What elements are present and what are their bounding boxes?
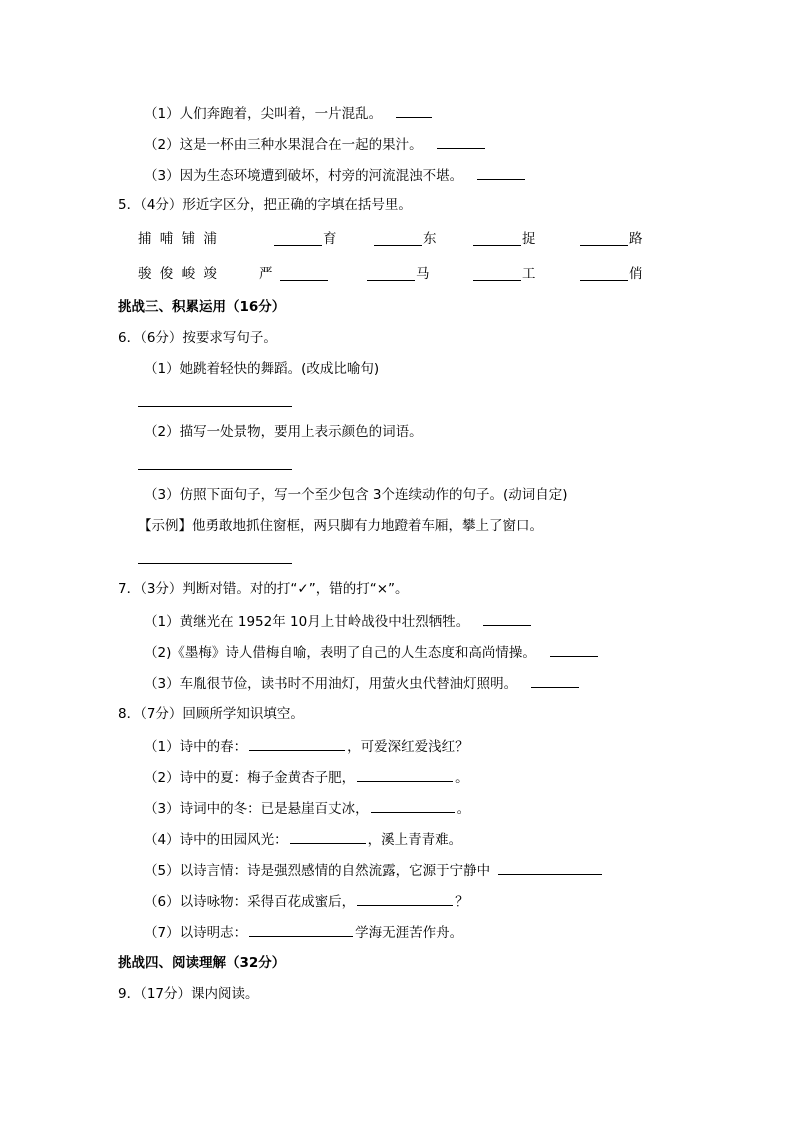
answer-blank[interactable] — [531, 673, 579, 688]
q8-item-6: （6）以诗咏物：采得百花成蜜后， ？ — [144, 891, 469, 911]
answer-blank[interactable] — [280, 280, 328, 281]
q9-title: 9．（17分）课内阅读。 — [118, 986, 259, 1002]
answer-blank[interactable] — [473, 245, 521, 246]
answer-blank[interactable] — [357, 891, 453, 906]
q6-item-3: （3）仿照下面句子，写一个至少包含 3个连续动作的句子。(动词自定) — [144, 487, 568, 503]
q6-title: 6．（6分）按要求写句子。 — [118, 330, 277, 346]
answer-blank[interactable] — [580, 280, 628, 281]
answer-blank[interactable] — [483, 611, 531, 626]
q7-item-1: （1）黄继光在 1952年 10月上甘岭战役中壮烈牺牲。 — [144, 611, 531, 631]
answer-blank[interactable] — [580, 245, 628, 246]
q6-example: 【示例】他勇敢地抓住窗框，两只脚有力地蹬着车厢，攀上了窗口。 — [138, 518, 543, 534]
q6-item-2: （2）描写一处景物，要用上表示颜色的词语。 — [144, 424, 423, 440]
q4-item-2: （2）这是一杯由三种水果混合在一起的果汁。 — [144, 134, 485, 154]
q5-row1-chars: 捕 哺 铺 浦 — [138, 231, 219, 247]
q6-item-1: （1）她跳着轻快的舞蹈。(改成比喻句) — [144, 361, 380, 377]
answer-blank[interactable] — [477, 165, 525, 180]
section-heading-4: 挑战四、阅读理解（32分） — [118, 955, 286, 971]
answer-blank[interactable] — [498, 860, 602, 875]
q7-title: 7．（3分）判断对错。对的打“✓”，错的打“×”。 — [118, 581, 409, 597]
q8-item-2: （2）诗中的夏：梅子金黄杏子肥， 。 — [144, 767, 469, 787]
q4-item-3: （3）因为生态环境遭到破坏，村旁的河流混浊不堪。 — [144, 165, 525, 185]
answer-blank[interactable] — [274, 245, 322, 246]
q5-row1-word-3: 捉 — [522, 231, 536, 247]
q5-row1-word-2: 东 — [423, 231, 437, 247]
q5-row2-word-3: 工 — [522, 266, 536, 282]
q5-row1-word-4: 路 — [629, 231, 643, 247]
q4-item-1: （1）人们奔跑着，尖叫着，一片混乱。 — [144, 103, 432, 123]
answer-blank[interactable] — [371, 798, 455, 813]
answer-blank[interactable] — [249, 922, 353, 937]
answer-blank[interactable] — [437, 134, 485, 149]
answer-line[interactable] — [138, 469, 292, 470]
answer-blank[interactable] — [550, 642, 598, 657]
q8-item-5: （5）以诗言情：诗是强烈感情的自然流露，它源于宁静中 — [144, 860, 602, 880]
q8-item-4: （4）诗中的田园风光： ，溪上青青难。 — [144, 829, 462, 849]
q5-row2-word-1: 严 — [259, 266, 273, 282]
q5-row2-word-4: 俏 — [629, 266, 643, 282]
answer-blank[interactable] — [374, 245, 422, 246]
answer-blank[interactable] — [290, 829, 366, 844]
q7-item-2: （2)《墨梅》诗人借梅自喻，表明了自己的人生态度和高尚情操。 — [144, 642, 598, 662]
q7-item-3: （3）车胤很节俭，读书时不用油灯，用萤火虫代替油灯照明。 — [144, 673, 579, 693]
answer-blank[interactable] — [249, 736, 345, 751]
q8-item-3: （3）诗词中的冬：已是悬崖百丈冰， 。 — [144, 798, 470, 818]
q5-title: 5．（4分）形近字区分，把正确的字填在括号里。 — [118, 197, 412, 213]
answer-blank[interactable] — [396, 103, 432, 118]
answer-blank[interactable] — [357, 767, 453, 782]
q8-item-7: （7）以诗明志： 学海无涯苦作舟。 — [144, 922, 463, 942]
q5-row2-word-2: 马 — [416, 266, 430, 282]
answer-blank[interactable] — [473, 280, 521, 281]
q8-title: 8．（7分）回顾所学知识填空。 — [118, 706, 304, 722]
answer-line[interactable] — [138, 563, 292, 564]
section-heading-3: 挑战三、积累运用（16分） — [118, 299, 286, 315]
answer-line[interactable] — [138, 406, 292, 407]
q5-row2-chars: 骏 俊 峻 竣 — [138, 266, 219, 282]
answer-blank[interactable] — [367, 280, 415, 281]
q8-item-1: （1）诗中的春： ，可爱深红爱浅红？ — [144, 736, 469, 756]
q5-row1-word-1: 育 — [323, 231, 337, 247]
